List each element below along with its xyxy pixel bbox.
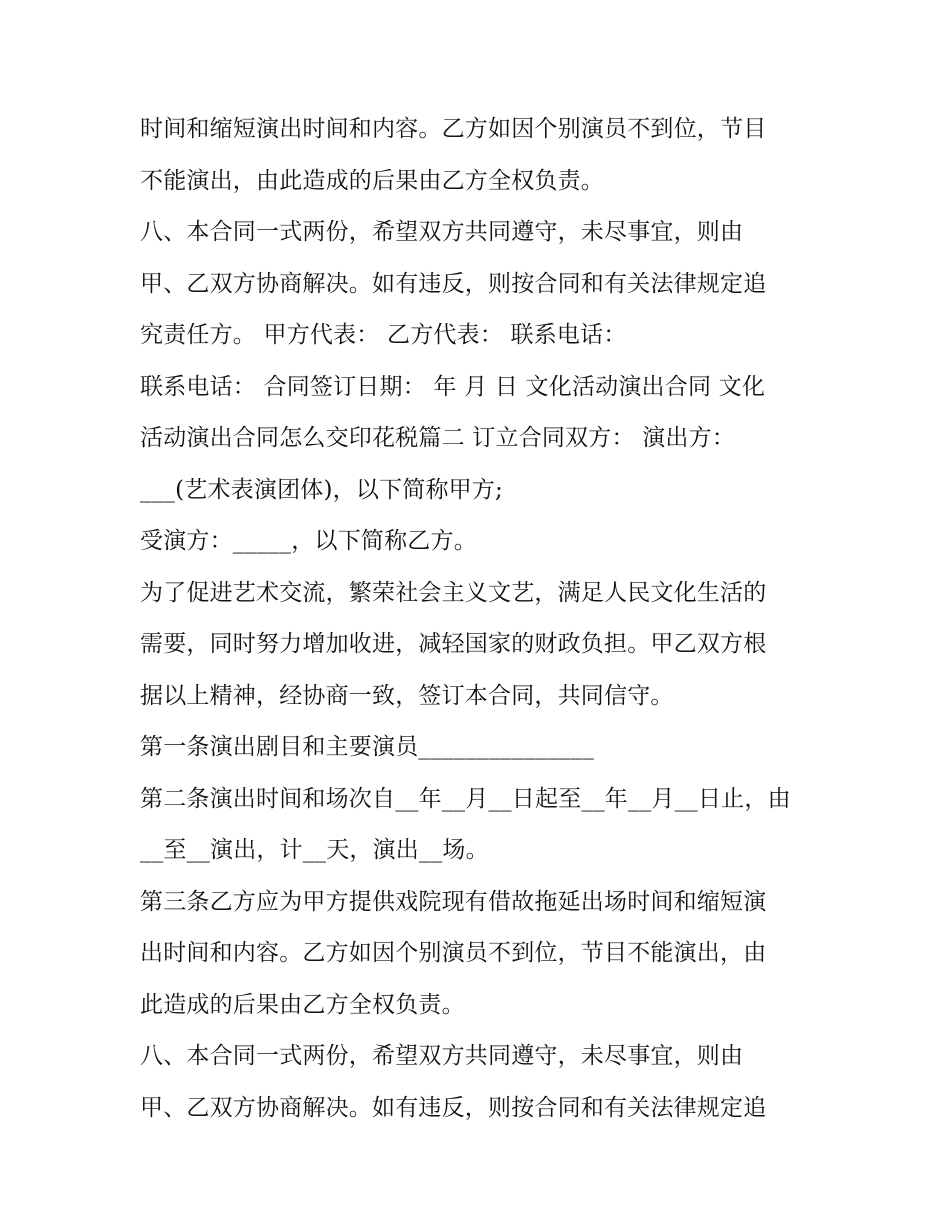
text-line-18: 此造成的后果由乙方全权负责。 <box>140 991 465 1018</box>
text-line-12: 据以上精神，经协商一致，签订本合同，共同信守。 <box>140 682 674 709</box>
text-line-6: 联系电话： 合同签订日期： 年 月 日 文化活动演出合同 文化 <box>140 373 766 400</box>
text-line-14: 第二条演出时间和场次自__年__月__日起至__年__月__日止，由 <box>140 785 791 812</box>
text-line-10: 为了促进艺术交流，繁荣社会主义文艺，满足人民文化生活的 <box>140 579 767 606</box>
text-line-17: 出时间和内容。乙方如因个别演员不到位，节目不能演出，由 <box>140 940 767 966</box>
text-line-19: 八、本合同一式两份，希望双方共同遵守，未尽事宜，则由 <box>140 1043 744 1069</box>
text-line-11: 需要，同时努力增加收进，减轻国家的财政负担。甲乙双方根 <box>140 631 767 657</box>
text-line-1: 时间和缩短演出时间和内容。乙方如因个别演员不到位，节目 <box>140 116 767 142</box>
contract-text <box>140 104 830 1134</box>
text-line-5: 究责任方。 甲方代表： 乙方代表： 联系电话： <box>140 322 627 348</box>
text-line-13: 第一条演出剧目和主要演员_______________ <box>140 734 594 760</box>
text-line-7: 活动演出合同怎么交印花税篇二 订立合同双方： 演出方： <box>140 425 736 451</box>
text-line-15: __至__演出，计__天，演出__场。 <box>140 837 489 863</box>
text-line-20: 甲、乙双方协商解决。如有违反，则按合同和有关法律规定追 <box>140 1094 767 1121</box>
text-line-3: 八、本合同一式两份，希望双方共同遵守，未尽事宜，则由 <box>140 219 744 245</box>
text-line-4: 甲、乙双方协商解决。如有违反，则按合同和有关法律规定追 <box>140 270 767 297</box>
text-line-8: ___(艺术表演团体)，以下简称甲方; <box>140 476 503 503</box>
text-line-2: 不能演出，由此造成的后果由乙方全权负责。 <box>140 167 604 194</box>
text-line-9: 受演方：_____，以下简称乙方。 <box>140 528 477 554</box>
text-line-16: 第三条乙方应为甲方提供戏院现有借故拖延出场时间和缩短演 <box>140 888 767 915</box>
